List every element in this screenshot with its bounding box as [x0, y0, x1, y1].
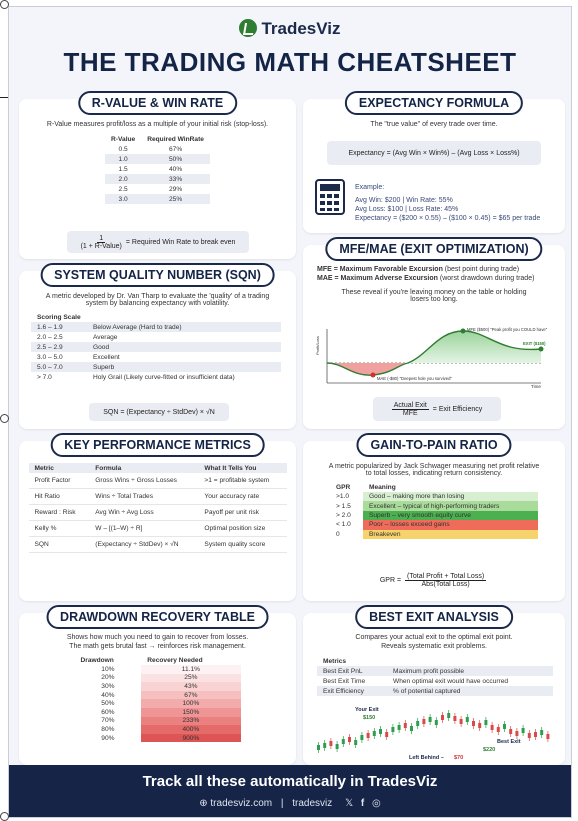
gpr-row — [330, 511, 538, 520]
exit-annotation: EXIT ($150) — [523, 341, 546, 346]
drawdown-desc-2: The math gets brutal fast → reinforces risk management. — [69, 643, 246, 650]
sqn-meaning-cell: Superb — [87, 362, 281, 372]
rvalue-winrate-cell: 40% — [168, 165, 183, 173]
exit-point — [539, 347, 544, 352]
crop-handle-mid-left[interactable] — [0, 414, 9, 423]
rvalue-fraction-num: 1 — [99, 234, 104, 242]
kpi-row — [29, 489, 287, 505]
rvalue-winrate-cell: 29% — [168, 185, 183, 193]
left-behind-value: $70 — [454, 755, 464, 761]
page-title: THE TRADING MATH CHEATSHEET — [63, 47, 517, 77]
bestexit-desc — [321, 633, 547, 651]
bestexit-title: BEST EXIT ANALYSIS — [355, 605, 513, 629]
footer-links — [9, 798, 571, 809]
drawdown-header-rec: Recovery Needed — [147, 656, 203, 664]
gpr-value-cell: < 1.0 — [336, 521, 351, 529]
rvalue-winrate-cell: 67% — [168, 145, 183, 153]
rvalue-formula — [67, 231, 249, 253]
kpi-formula-cell: (Expectancy ÷ StdDev) × √N — [89, 537, 198, 553]
sqn-meaning-cell: Below Average (Hard to trade) — [87, 322, 281, 332]
chart-ylabel: Profit/Loss — [315, 336, 320, 355]
brand-header — [9, 19, 571, 39]
kpi-row — [29, 537, 287, 553]
drawdown-header-dd: Drawdown — [80, 656, 114, 664]
kpi-metric-cell: Reward : Risk — [29, 505, 90, 521]
kpi-row — [29, 473, 287, 489]
rvalue-row — [105, 194, 210, 204]
footer-separator: | — [280, 798, 284, 809]
bestexit-desc-cell: Maximum profit possible — [387, 666, 553, 676]
kpi-meaning-cell: System quality score — [198, 537, 286, 553]
card-sqn — [19, 268, 296, 429]
drawdown-recovery-cell: 233% — [141, 717, 240, 726]
drawdown-desc — [37, 633, 278, 651]
mfe-mae-chart — [313, 325, 557, 389]
kpi-metric-cell: Hit Ratio — [29, 489, 90, 505]
left-behind-label: Left Behind – — [409, 755, 444, 761]
kpi-row — [29, 505, 287, 521]
mae-annotation: MAE (-$80) "Deepest hole you survived" — [377, 376, 452, 381]
sqn-meaning-cell: Good — [87, 342, 281, 352]
rvalue-formula-rhs: = Required Win Rate to break even — [125, 238, 236, 246]
rvalue-value-cell: 2.5 — [118, 185, 128, 193]
card-best-exit — [303, 610, 565, 765]
bestexit-row — [317, 676, 553, 686]
rvalue-row — [105, 144, 210, 154]
gpr-header-meaning: Meaning — [368, 483, 396, 491]
globe-icon: ⊕ — [199, 798, 208, 809]
kpi-meaning-cell: Your accuracy rate — [198, 489, 286, 505]
candlestick-chart — [311, 701, 559, 761]
exit-efficiency-formula — [373, 397, 501, 421]
ee-fraction-num: Actual Exit — [393, 401, 427, 409]
sqn-row — [31, 322, 281, 332]
mae-def: (worst drawdown during trade) — [439, 275, 535, 282]
gpr-desc: A metric popularized by Jack Schwager measuring net profit relative to total losses, indicating return consistency. — [328, 463, 540, 477]
gpr-table — [330, 482, 538, 539]
bestexit-metric-cell: Best Exit PnL — [317, 666, 387, 676]
ee-fraction — [392, 402, 429, 417]
tradesviz-logo-icon — [239, 19, 257, 37]
rvalue-value-cell: 0.5 — [118, 145, 128, 153]
drawdown-value-cell: 70% — [101, 717, 115, 725]
example-line-2: Avg Loss: $100 | Loss Rate: 45% — [355, 206, 459, 213]
rvalue-fraction — [81, 235, 122, 250]
kpi-header-metric: Metric — [34, 464, 54, 472]
brand-name: TradesViz — [261, 19, 341, 38]
gpr-fraction-den: Abs(Total Loss) — [421, 580, 470, 588]
footer-tagline: Track all these automatically in TradesViz — [142, 773, 438, 790]
bestexit-metric-cell: Exit Efficiency — [317, 686, 387, 696]
rvalue-value-cell: 2.0 — [105, 174, 141, 184]
gpr-row — [330, 530, 538, 539]
mfe-annotation: MFE ($500) "Peak profit you COULD have" — [467, 327, 548, 332]
mfe-title: MFE/MAE (EXIT OPTIMIZATION) — [325, 237, 542, 261]
bestexit-desc-2: Reveals systematic exit problems. — [381, 643, 487, 650]
gpr-title: GAIN-TO-PAIN RATIO — [356, 433, 511, 457]
ee-fraction-den: MFE — [402, 409, 418, 417]
kpi-header-formula: Formula — [95, 464, 122, 472]
rvalue-header-winrate: Required WinRate — [147, 135, 204, 143]
drawdown-recovery-cell: 400% — [141, 725, 240, 734]
sqn-meaning-cell: Excellent — [93, 353, 120, 361]
drawdown-recovery-cell: 11.1% — [141, 665, 240, 674]
rvalue-desc: R-Value measures profit/loss as a multiple of your initial risk (stop-loss). — [46, 121, 269, 128]
best-exit-label: Best Exit — [497, 739, 521, 745]
sqn-row — [31, 332, 281, 342]
rvalue-row — [105, 174, 210, 184]
kpi-meaning-cell: >1 = profitable system — [198, 473, 286, 489]
sqn-scale-label: Scoring Scale — [37, 313, 81, 321]
kpi-formula-cell: Wins ÷ Total Trades — [89, 489, 198, 505]
bestexit-metric-cell: Best Exit Time — [323, 677, 366, 685]
rvalue-value-cell: 1.5 — [118, 165, 128, 173]
rvalue-title: R-VALUE & WIN RATE — [78, 91, 237, 115]
drawdown-row — [75, 665, 241, 674]
gpr-row — [330, 520, 538, 529]
gpr-value-cell: > 1.5 — [336, 502, 351, 510]
card-rvalue — [19, 96, 296, 259]
rvalue-winrate-cell: 25% — [141, 194, 210, 204]
sqn-range-cell: 3.0 – 5.0 — [37, 353, 63, 361]
gpr-value-cell: >1.0 — [336, 493, 350, 501]
facebook-icon[interactable]: f — [360, 798, 365, 809]
rvalue-table — [105, 134, 210, 204]
expectancy-formula: Expectancy = (Avg Win × Win%) – (Avg Loss × Loss%) — [327, 141, 541, 165]
drawdown-desc-1: Shows how much you need to gain to recover from losses. — [66, 634, 249, 641]
expectancy-title: EXPECTANCY FORMULA — [345, 91, 523, 115]
kpi-metric-cell: Kelly % — [29, 521, 90, 537]
sqn-row — [31, 372, 281, 382]
sqn-row — [31, 362, 281, 372]
best-exit-value: $220 — [483, 747, 496, 753]
rvalue-winrate-cell: 33% — [141, 174, 210, 184]
kpi-formula-cell: W – [(1–W) ÷ R] — [89, 521, 198, 537]
drawdown-value-cell: 90% — [101, 734, 115, 742]
drawdown-row — [75, 691, 241, 700]
sqn-desc: A metric developed by Dr. Van Tharp to evaluate the 'quality' of a trading system by balancing expectancy with volatility. — [45, 293, 270, 307]
gpr-meaning-cell: Excellent – typical of high-performing traders — [363, 501, 538, 510]
rvalue-fraction-den: (1 + R-Value) — [80, 242, 122, 250]
drawdown-row — [75, 682, 241, 691]
drawdown-row — [75, 717, 241, 726]
drawdown-value-cell: 30% — [101, 682, 115, 690]
mae-term: MAE = Maximum Adverse Excursion — [317, 275, 438, 282]
bestexit-desc-cell: % of potential captured — [387, 686, 553, 696]
gpr-header-gpr: GPR — [336, 483, 351, 491]
cheatsheet — [8, 6, 572, 818]
example-label: Example: — [355, 184, 385, 191]
gpr-meaning-cell: Good – making more than losing — [363, 492, 538, 501]
bestexit-table — [317, 656, 553, 696]
mfe-desc: These reveal if you're leaving money on the table or holding losers too long. — [341, 289, 527, 303]
rvalue-row — [105, 164, 210, 174]
sqn-table — [31, 312, 281, 382]
sqn-range-cell: 5.0 – 7.0 — [31, 362, 87, 372]
drawdown-row — [75, 725, 241, 734]
rvalue-row — [105, 184, 210, 194]
card-kpi — [19, 438, 296, 601]
sqn-row — [31, 352, 281, 362]
rvalue-header-rvalue: R-Value — [111, 135, 136, 143]
drawdown-title: DRAWDOWN RECOVERY TABLE — [46, 605, 269, 629]
drawdown-row — [75, 734, 241, 743]
your-exit-value: $150 — [363, 715, 376, 721]
gpr-fraction-num: (Total Profit + Total Loss) — [407, 572, 485, 580]
drawdown-recovery-cell: 43% — [141, 682, 240, 691]
card-drawdown — [19, 610, 296, 765]
sqn-formula: SQN = (Expectancy ÷ StdDev) × √N — [89, 403, 229, 421]
your-exit-label: Your Exit — [355, 707, 379, 713]
gpr-meaning-cell: Breakeven — [363, 530, 538, 539]
calculator-icon — [315, 179, 345, 215]
gpr-meaning-cell: Poor – losses exceed gains — [363, 520, 538, 529]
card-gain-to-pain — [303, 438, 565, 601]
kpi-header-meaning: What It Tells You — [204, 464, 257, 472]
gpr-value-cell: > 2.0 — [336, 511, 351, 519]
bestexit-desc-cell: When optimal exit would have occurred — [393, 677, 509, 685]
gpr-formula — [347, 567, 523, 593]
bestexit-row — [317, 686, 553, 696]
sqn-range-cell: 2.5 – 2.9 — [31, 342, 87, 352]
drawdown-row — [75, 699, 241, 708]
drawdown-recovery-cell: 67% — [141, 691, 240, 700]
bestexit-row — [317, 666, 553, 676]
kpi-meaning-cell: Payoff per unit risk — [198, 505, 286, 521]
crop-handle-top-left[interactable] — [0, 0, 9, 9]
expectancy-desc: The "true value" of every trade over time. — [370, 121, 498, 128]
drawdown-row — [75, 708, 241, 717]
instagram-icon[interactable]: ◎ — [372, 798, 381, 809]
mfe-area — [408, 331, 541, 363]
drawdown-row — [75, 674, 241, 683]
kpi-metric-cell: SQN — [29, 537, 90, 553]
bestexit-metrics-label: Metrics — [323, 657, 347, 665]
drawdown-recovery-cell: 150% — [141, 708, 240, 717]
sqn-meaning-cell: Holy Grail (Likely curve-fitted or insufficient data) — [93, 373, 235, 381]
mfe-point — [461, 329, 466, 334]
card-mfe-mae — [303, 242, 565, 429]
kpi-formula-cell: Avg Win ÷ Avg Loss — [89, 505, 198, 521]
kpi-title: KEY PERFORMANCE METRICS — [50, 433, 265, 457]
gpr-row — [330, 492, 538, 501]
drawdown-value-cell: 60% — [101, 708, 115, 716]
drawdown-value-cell: 40% — [101, 691, 115, 699]
rvalue-winrate-cell: 50% — [141, 154, 210, 164]
drawdown-value-cell: 80% — [101, 725, 115, 733]
mae-point — [371, 373, 376, 378]
rvalue-value-cell: 3.0 — [105, 194, 141, 204]
drawdown-value-cell: 50% — [101, 700, 115, 708]
kpi-formula-cell: Gross Wins ÷ Gross Losses — [89, 473, 198, 489]
mfe-def: (best point during trade) — [444, 266, 520, 273]
example-line-3: Expectancy = ($200 × 0.55) – ($100 × 0.45) = $65 per trade — [355, 215, 541, 222]
example-line-1: Avg Win: $200 | Win Rate: 55% — [355, 197, 453, 204]
kpi-meaning-cell: Optimal position size — [198, 521, 286, 537]
chart-xlabel: Time — [531, 384, 541, 389]
x-icon[interactable]: 𝕏 — [345, 798, 354, 809]
sqn-row — [31, 342, 281, 352]
drawdown-recovery-cell: 100% — [141, 699, 240, 708]
mfe-defs — [317, 265, 551, 283]
drawdown-value-cell: 10% — [101, 665, 115, 673]
gpr-row — [330, 501, 538, 510]
sqn-title: SYSTEM QUALITY NUMBER (SQN) — [40, 263, 275, 287]
sqn-range-cell: 2.0 – 2.5 — [37, 333, 63, 341]
bestexit-desc-1: Compares your actual exit to the optimal exit point. — [355, 634, 513, 641]
gpr-value-cell: 0 — [336, 530, 340, 538]
gpr-fraction — [405, 573, 486, 588]
sqn-range-cell: > 7.0 — [37, 373, 52, 381]
rvalue-value-cell: 1.0 — [105, 154, 141, 164]
kpi-metric-cell: Profit Factor — [29, 473, 90, 489]
drawdown-value-cell: 20% — [101, 674, 115, 682]
mae-area — [327, 363, 408, 375]
ee-rhs: = Exit Efficiency — [432, 405, 483, 413]
footer-handle[interactable]: tradesviz — [292, 798, 333, 809]
footer — [9, 765, 571, 817]
kpi-row — [29, 521, 287, 537]
drawdown-table — [75, 655, 241, 742]
crop-handle-bottom-left[interactable] — [0, 812, 9, 821]
gpr-meaning-cell: Superb – very smooth equity curve — [363, 511, 538, 520]
card-expectancy — [303, 96, 565, 233]
crop-handle-line — [0, 97, 8, 98]
rvalue-row — [105, 154, 210, 164]
expectancy-example — [355, 183, 540, 223]
kpi-table — [29, 463, 287, 553]
drawdown-recovery-cell: 25% — [141, 674, 240, 683]
drawdown-recovery-cell: 900% — [141, 734, 240, 743]
footer-site-link[interactable]: tradesviz.com — [210, 798, 273, 809]
sqn-meaning-cell: Average — [93, 333, 118, 341]
mfe-term: MFE = Maximum Favorable Excursion — [317, 266, 443, 273]
sqn-range-cell: 1.6 – 1.9 — [31, 322, 87, 332]
gpr-formula-lhs: GPR = — [379, 576, 402, 584]
